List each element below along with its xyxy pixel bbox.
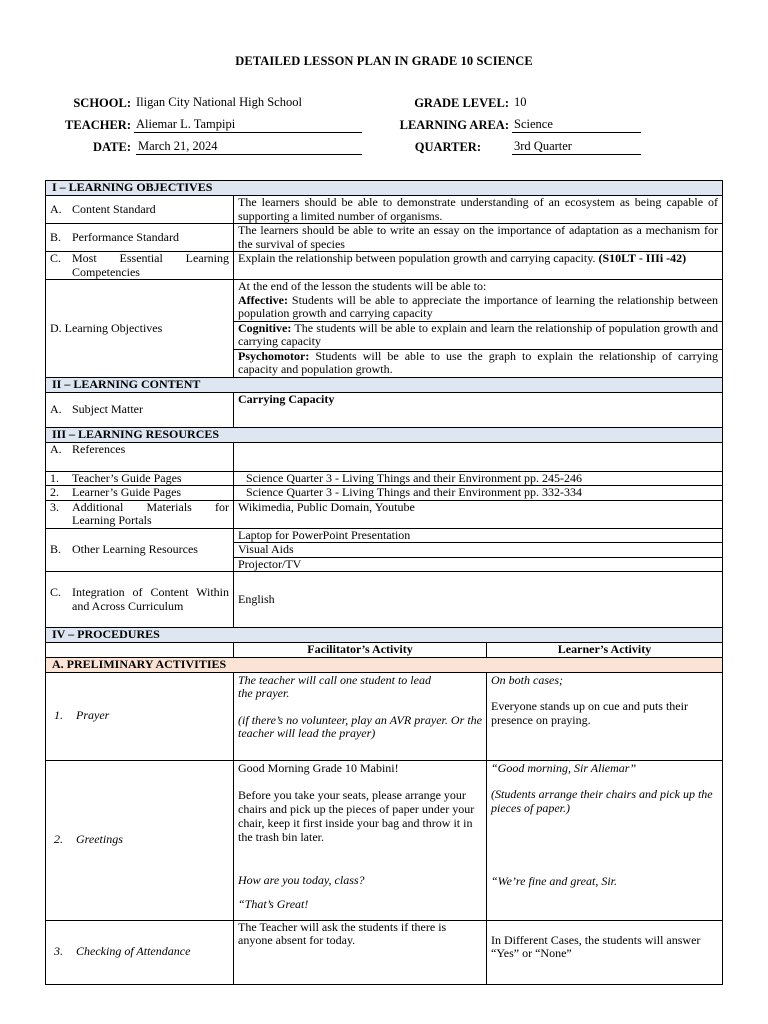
section-heading: II – LEARNING CONTENT — [46, 377, 723, 392]
table-row — [46, 471, 723, 486]
section-heading: III – LEARNING RESOURCES — [46, 427, 723, 442]
table-row — [46, 196, 723, 224]
row-label-text: Additional Materials for Learning Portals — [72, 499, 229, 527]
melc-code: (S10LT - IIIi -42) — [598, 251, 687, 265]
table-row — [46, 486, 723, 501]
attendance-learner — [487, 920, 723, 984]
row-label-text: Content Standard — [72, 201, 156, 216]
table-row — [46, 392, 723, 427]
grade-level-value: 10 — [514, 95, 527, 109]
prayer-learn-note: On both cases; — [491, 672, 563, 687]
table-row — [46, 920, 723, 984]
row-label — [46, 471, 234, 486]
lo-intro: At the end of the lesson the students will be able to: — [238, 279, 487, 293]
greet-learn-note: (Students arrange their chairs and pick up the pieces of paper.) — [491, 787, 713, 815]
grade-level-label: GRADE LEVEL: — [414, 96, 509, 110]
column-header-row — [46, 643, 723, 658]
row-label — [46, 442, 234, 471]
teacher-value: Aliemar L. Tampipi — [134, 117, 362, 133]
row-label-text: Most Essential Learning Competencies — [72, 251, 229, 279]
section-row — [46, 377, 723, 392]
section-heading: I – LEARNING OBJECTIVES — [46, 181, 723, 196]
cognitive-label: Cognitive: — [238, 320, 292, 335]
greetings-learner — [487, 760, 723, 920]
prayer-fac-text: The teacher will call one student to lead the prayer. — [238, 672, 431, 700]
table-row — [46, 528, 723, 572]
table-row — [46, 572, 723, 628]
row-key: C. — [50, 585, 62, 599]
table-row — [46, 252, 723, 280]
row-key: C. — [50, 251, 62, 265]
section-heading: IV – PROCEDURES — [46, 628, 723, 643]
learning-area-value: Science — [512, 117, 641, 133]
table-row — [46, 500, 723, 528]
greet-learn-response: “We’re fine and great, Sir. — [491, 874, 617, 888]
row-label — [46, 392, 234, 427]
prayer-learner — [487, 672, 723, 760]
prayer-label — [46, 672, 234, 760]
greetings-label — [46, 760, 234, 920]
content-standard: The learners should be able to demonstrate understanding of an ecosystem as being capable of supporting a limited number of organisms. — [234, 196, 723, 224]
list-item: Projector/TV — [234, 557, 722, 572]
greet-fac-question: How are you today, class? — [238, 873, 365, 887]
greet-fac-instructions: Before you take your seats, please arrange your chairs and pick up the pieces of paper under your chair, keep it first inside your bag and throw it in the trash bin later. — [238, 788, 475, 844]
row-label-text: Performance Standard — [72, 229, 179, 244]
prayer-learn-text: Everyone stands up on cue and puts their presence on praying. — [491, 699, 688, 727]
cognitive-text: The students will be able to explain and learn the relationship of population growth and carrying capacity — [238, 320, 718, 348]
school-value: Iligan City National High School — [136, 95, 302, 109]
cognitive-objective — [234, 321, 722, 349]
prayer-facilitator — [234, 672, 487, 760]
row-label-text: Teacher’s Guide Pages — [72, 470, 182, 485]
row-label — [46, 196, 234, 224]
melc-cell — [234, 252, 723, 280]
integration-value: English — [234, 572, 723, 628]
date-value: March 21, 2024 — [136, 139, 362, 155]
melc-text: Explain the relationship between population growth and carrying capacity. — [238, 251, 596, 265]
step-number: 1. — [54, 708, 63, 723]
step-label: Checking of Attendance — [76, 944, 191, 959]
greetings-facilitator — [234, 760, 487, 920]
row-label-text: Subject Matter — [72, 401, 143, 416]
row-key: B. — [50, 542, 62, 556]
learning-objectives-cell — [234, 280, 723, 378]
row-key: 3. — [50, 499, 59, 514]
school-label: SCHOOL: — [73, 96, 131, 110]
other-resources-cell — [234, 528, 723, 572]
affective-label: Affective: — [238, 292, 288, 307]
row-key: A. — [50, 401, 62, 416]
section-row — [46, 427, 723, 442]
row-label — [46, 572, 234, 628]
row-key: 1. — [50, 470, 59, 485]
row-label — [46, 500, 234, 528]
greet-fac-response: “That’s Great! — [238, 896, 309, 911]
psychomotor-label: Psychomotor: — [238, 348, 310, 363]
section-row — [46, 657, 723, 672]
table-row — [46, 442, 723, 471]
affective-objective — [238, 294, 718, 321]
row-label-text: Integration of Content Within and Across Curriculum — [72, 585, 229, 613]
psychomotor-objective — [234, 349, 722, 377]
row-label-text: References — [72, 441, 126, 456]
row-key: A. — [50, 441, 62, 456]
section-row — [46, 181, 723, 196]
step-label: Prayer — [76, 708, 110, 723]
row-key: A. — [50, 201, 62, 216]
learner-column-header: Learner’s Activity — [487, 643, 723, 658]
learning-objectives-label: D. Learning Objectives — [46, 280, 234, 378]
row-label-text: Other Learning Resources — [72, 542, 198, 556]
quarter-label: QUARTER: — [414, 140, 481, 154]
lesson-plan-table — [45, 180, 723, 985]
facilitator-column-header: Facilitator’s Activity — [234, 643, 487, 658]
section-row — [46, 628, 723, 643]
teachers-guide-pages: Science Quarter 3 - Living Things and their Environment pp. 245-246 — [234, 471, 723, 486]
table-row — [46, 760, 723, 920]
learners-guide-pages: Science Quarter 3 - Living Things and their Environment pp. 332-334 — [234, 486, 723, 501]
step-label: Greetings — [76, 832, 123, 847]
document-title: DETAILED LESSON PLAN IN GRADE 10 SCIENCE — [235, 54, 533, 68]
prayer-fac-note: (if there’s no volunteer, play an AVR prayer. Or the teacher will lead the prayer) — [238, 712, 482, 740]
list-item: Visual Aids — [234, 542, 722, 557]
greet-fac-text: Good Morning Grade 10 Mabini! — [238, 760, 399, 775]
row-label — [46, 224, 234, 252]
teacher-label: TEACHER: — [65, 118, 131, 132]
additional-materials: Wikimedia, Public Domain, Youtube — [234, 500, 723, 528]
att-learn-text: In Different Cases, the students will answer “Yes” or “None” — [491, 932, 701, 960]
row-label — [46, 252, 234, 280]
subject-matter: Carrying Capacity — [234, 392, 723, 427]
references-value — [234, 442, 723, 471]
list-item: Laptop for PowerPoint Presentation — [238, 527, 411, 542]
blank-header — [46, 643, 234, 658]
preliminary-activities-heading: A. PRELIMINARY ACTIVITIES — [46, 657, 723, 672]
step-number: 3. — [54, 944, 63, 959]
row-label-text: Learner’s Guide Pages — [72, 485, 182, 499]
step-number: 2. — [54, 832, 63, 847]
table-row — [46, 224, 723, 252]
date-label: DATE: — [93, 140, 131, 154]
table-row — [46, 280, 723, 378]
row-key: B. — [50, 229, 62, 244]
table-row — [46, 672, 723, 760]
attendance-label — [46, 920, 234, 984]
performance-standard: The learners should be able to write an essay on the importance of adaptation as a mechanism for the survival of species — [234, 224, 723, 252]
row-label — [46, 528, 234, 572]
row-key: 2. — [50, 485, 59, 499]
greet-learn-text: “Good morning, Sir Aliemar” — [491, 760, 637, 775]
attendance-facilitator: The Teacher will ask the students if there is anyone absent for today. — [234, 920, 487, 984]
psychomotor-text: Students will be able to use the graph to explain the relationship of carrying capacity and population growth. — [238, 348, 719, 376]
affective-text: Students will be able to appreciate the importance of learning the relationship between population growth and carrying capacity — [238, 292, 718, 320]
learning-area-label: LEARNING AREA: — [399, 118, 509, 132]
quarter-value: 3rd Quarter — [512, 139, 641, 155]
row-label — [46, 486, 234, 501]
